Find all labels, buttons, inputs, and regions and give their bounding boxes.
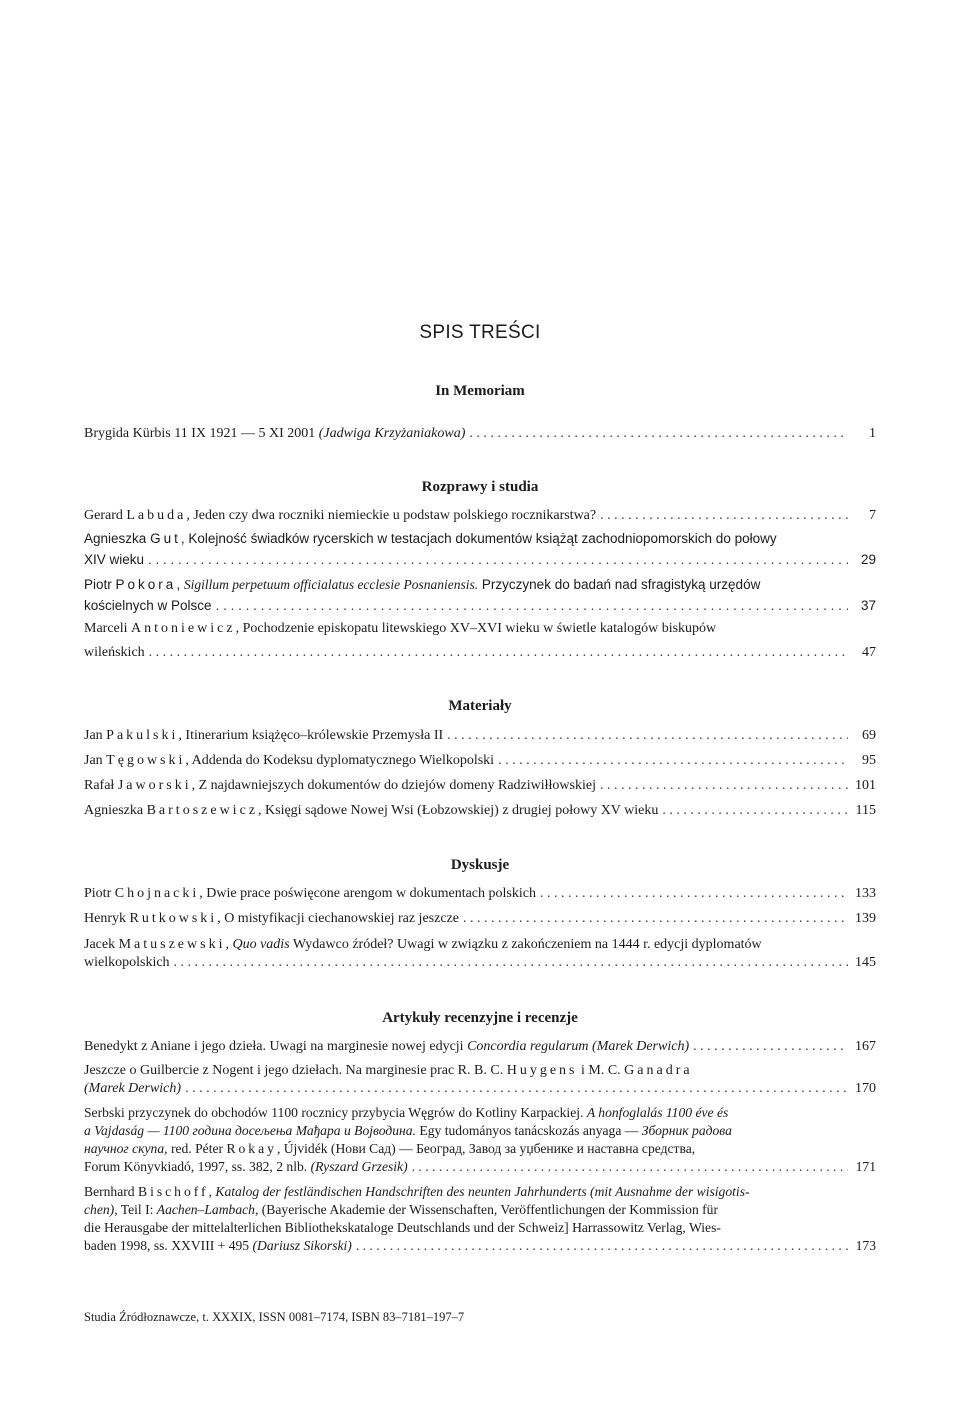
dot-leader [662,802,848,820]
entry-title: Wydawco źródeł? Uwagi w związku z zakończeniem na 1444 r. edycji dyplomatów [289,937,762,952]
author-surname: Huygens [506,1063,578,1078]
page-title: SPIS TREŚCI [419,322,541,343]
toc-entry [84,530,876,569]
author-first-name: Agnieszka [84,531,147,546]
entry-title: Serbski przyczynek do obchodów 1100 rocznicy przybycia Węgrów do Kotliny Karpackiej. [84,1105,587,1120]
entry-title: , Teil I: [114,1202,157,1217]
entry-title: , Dwie prace poświęcone arengom w dokumentach polskich [199,886,536,901]
page-number: 171 [855,1159,876,1174]
page-number: 170 [855,1081,876,1096]
entry-title: , Księgi sądowe Nowej Wsi (Łobzowskiej) z drugiej połowy XV wieku [258,803,659,818]
page-number: 145 [855,955,876,970]
author-surname: Rutkowski [129,911,218,926]
dot-leader [600,777,848,795]
entry-title: , Addenda do Kodeksu dyplomatycznego Wielkopolski [185,753,495,768]
entry-title: , Kolejność świadków rycerskich w testacjach dokumentów książąt zachodniopomorskich do połowy [180,531,777,546]
entry-title: Przyczynek do badań nad sfragistyką urzędów [478,577,761,592]
page-number: 173 [855,1238,876,1253]
page-number: 1 [869,426,876,441]
toc-entry [84,1062,876,1098]
entry-title-italic: a Vajdaság — 1100 година досељења Мађара и Војводина. [84,1123,416,1138]
entry-title: i M. C. [580,1063,621,1078]
toc-entry: Piotr Pokora, Sigillum perpetuum officialatus ecclesie Posnaniensis. Przyczynek do badań nad sfragistyką urzędów kościelnych w Polsce . . . 37 [84,576,876,615]
entry-title: Benedykt z Aniane i jego dzieła. Uwagi na marginesie nowej edycji [84,1039,468,1054]
toc-entry [84,885,876,903]
page-number: 95 [862,753,876,768]
author-surname: Rokay [226,1141,277,1156]
entry-title-italic: Sigillum perpetuum officialatus ecclesie Posnaniensis. [183,577,479,592]
entry-title: , Jeden czy dwa roczniki niemieckie u podstaw polskiego rocznikarstwa? [186,508,597,523]
dot-leader [540,885,848,903]
author-surname: Pokora [115,577,177,592]
author-first-name: Marceli [84,621,128,636]
toc-entry: Jacek Matuszewski, Quo vadis Wydawco źródeł? Uwagi w związku z zakończeniem na 1444 r. edycji dyplomatów wielkopolskich . . . 145 [84,936,876,972]
author-first-name: Jan [84,753,103,768]
author-first-name: Bernhard [84,1184,135,1199]
author-surname: Bartoszewicz [146,803,259,818]
toc-entry: Bernhard Bischoff, Katalog der festländischen Handschriften des neunten Jahrhunderts (mit Ausnahme der wisigotis- chen), Teil I: Aachen–Lambach, (Bayerische Akademie der Wissenschaften, Veröffentlichungen der Kommission für die Herausgabe der mittelalterlichen Bibliothekskataloge Deutschlands und der Schweiz] Harrassowitz Verlag, Wies- baden 1998, ss. XXVIII + 495 (Dariusz Sikorski) . . . 173 [84,1183,876,1255]
section-heading-materialy: Materiały [448,698,512,714]
author-first-name: Jacek [84,937,116,952]
entry-title: die Herausgabe der mittelalterlichen Bibliothekskataloge Deutschlands und der Schweiz] Harrassowitz Verlag, Wies- [84,1220,721,1235]
entry-title: baden 1998, ss. XXVIII + 495 [84,1238,253,1253]
entry-author: (Jadwiga Krzyżaniakowa) [318,426,466,441]
dot-leader [356,1237,848,1255]
dot-leader [498,752,848,770]
footer-citation: Studia Źródłoznawcze, t. XXXIX, ISSN 0081–7174, ISBN 83–7181–197–7 [84,1310,465,1324]
dot-leader [216,597,848,615]
page-number: 101 [855,778,876,793]
page-number: 167 [855,1039,876,1054]
toc-entry [84,620,876,662]
toc-entry [84,910,876,928]
section-heading-recenzje: Artykuły recenzyjne i recenzje [382,1010,578,1026]
entry-title-italic: Quo vadis [232,937,290,952]
entry-title: Forum Könyvkiadó, 1997, ss. 382, 2 nlb. [84,1159,311,1174]
toc-entry [84,1038,876,1056]
toc-entry [84,425,876,443]
toc-entry [84,752,876,770]
author-surname: Chojnacki [114,886,200,901]
entry-reviewer: (Marek Derwich) [84,1081,182,1096]
toc-entry [84,777,876,795]
toc-entry [84,727,876,745]
entry-title: Jeszcze o Guilbercie z Nogent i jego dziełach. Na marginesie prac R. B. C. [84,1063,504,1078]
dot-leader [469,425,848,443]
entry-title: , Z najdawniejszych dokumentów do dziejów domeny Radziwiłłowskiej [191,778,596,793]
author-surname: Ganadra [624,1063,693,1078]
author-surname: Jaworski [117,778,192,793]
entry-title: , O mistyfikacji ciechanowskiej raz jeszcze [217,911,459,926]
entry-reviewer: (Ryszard Grzesik) [310,1159,408,1174]
author-surname: Bischoff [138,1184,209,1199]
section-heading-rozprawy: Rozprawy i studia [421,479,539,495]
toc-entry [84,1104,876,1176]
author-surname: Pakulski [106,728,179,743]
entry-title-italic: chen) [84,1202,115,1217]
entry-title: Brygida Kürbis 11 IX 1921 — 5 XI 2001 [84,426,316,441]
toc-entry [84,507,876,525]
page-number: 37 [860,598,876,613]
page-number: 29 [860,552,876,567]
page-number: 47 [862,645,876,660]
entry-title-cont: kościelnych w Polsce [84,598,212,613]
dot-leader [149,644,848,662]
toc-entry [84,802,876,820]
dot-leader [447,727,848,745]
author-first-name: Piotr [84,886,112,901]
entry-title: Egy tudományos tanácskozás anyaga — [416,1123,642,1138]
page-number: 69 [862,728,876,743]
section-heading-dyskusje: Dyskusje [450,857,510,873]
dot-leader [148,551,848,569]
entry-title: , Itinerarium książęco–królewskie Przemysła II [178,728,444,743]
entry-title-italic: Зборник радова [641,1123,732,1138]
entry-title: , Pochodzenie episkopatu litewskiego XV–XVI wieku w świetle katalogów biskupów [235,621,717,636]
author-first-name: Henryk [84,911,126,926]
entry-reviewer: (Dariusz Sikorski) [252,1238,352,1253]
entry-title-italic: Aachen–Lambach [156,1202,255,1217]
author-first-name: Piotr [84,577,112,592]
author-surname: Labuda [126,508,187,523]
author-surname: Antoniewicz [131,621,236,636]
author-first-name: Agnieszka [84,803,144,818]
section-heading-in-memoriam: In Memoriam [435,383,525,399]
dot-leader [412,1158,848,1176]
entry-title-italic: Katalog der festländischen Handschriften des neunten Jahrhunderts (mit Ausnahme der wisigotis- [215,1184,750,1199]
entry-title-italic: Concordia regularum [467,1039,589,1054]
author-surname: Gut [150,531,181,546]
entry-reviewer: (Marek Derwich) [592,1039,690,1054]
author-first-name: Jan [84,728,103,743]
author-first-name: Rafał [84,778,115,793]
author-surname: Matuszewski [118,937,226,952]
page-number: 115 [855,803,876,818]
entry-title-cont: wileńskich [84,645,145,660]
entry-title-cont: wielkopolskich [84,955,170,970]
page-number: 133 [855,886,876,901]
entry-title: , red. Péter [164,1141,227,1156]
page-number: 139 [855,911,876,926]
dot-leader [174,954,848,972]
entry-title-italic: научног скупа [84,1141,165,1156]
entry-title: , Újvidék (Нови Сад) — Београд, Завод за уџбенике и наставна средства, [276,1141,696,1156]
entry-title-italic: A honfoglalás 1100 éve és [586,1105,729,1120]
dot-leader [185,1080,848,1098]
dot-leader [693,1038,848,1056]
author-first-name: Gerard [84,508,123,523]
entry-title: , (Bayerische Akademie der Wissenschaften, Veröffentlichungen der Kommission für [254,1202,718,1217]
dot-leader [600,507,848,525]
entry-title-cont: XIV wieku [84,552,145,567]
dot-leader [463,910,848,928]
page-number: 7 [869,508,876,523]
author-surname: Tęgowski [106,753,186,768]
